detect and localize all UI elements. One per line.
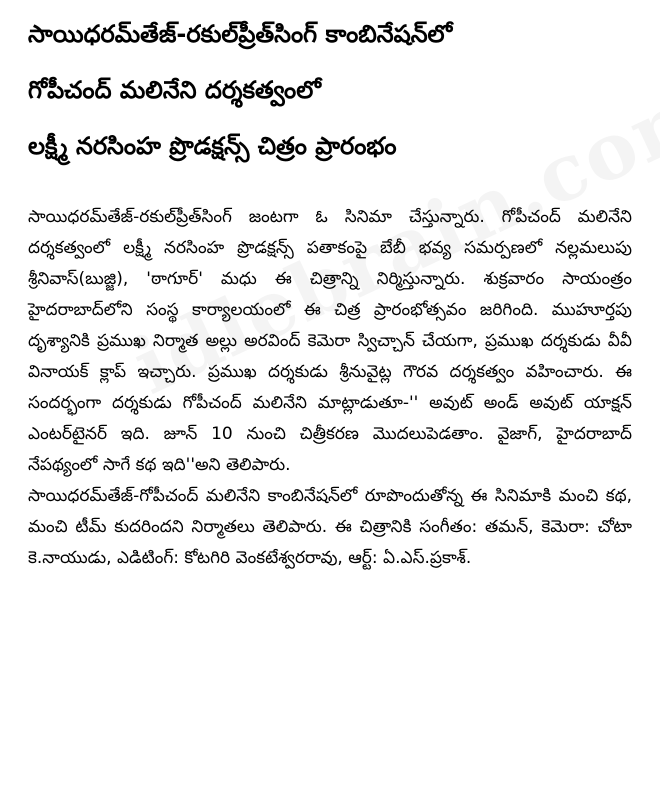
headline-line-1: సాయిధరమ్‌తేజ్‌-రకుల్‌ప్రీత్‌సింగ్‌ కాంబినేషన్‌లో	[28, 20, 453, 48]
headline-line-2: గోపీచంద్‌ మలినేని దర్శకత్వంలో	[28, 76, 321, 104]
article-body	[28, 202, 632, 574]
article-paragraph-1: సాయిధరమ్‌తేజ్‌-రకుల్‌ప్రీత్‌సింగ్‌ జంటగా ఓ సినిమా చేస్తున్నారు. గోపీచంద్‌ మలినేని దర్శకత్వంలో లక్ష్మీ నరసింహ ప్రొడక్షన్స్‌ పతాకంపై బేబీ భవ్య సమర్పణలో నల్లమలుపు శ్రీనివాస్‌(బుజ్జి), 'ఠాగూర్‌' మధు ఈ చిత్రాన్ని నిర్మిస్తున్నారు. శుక్రవారం సాయంత్రం హైదరాబాద్‌లోని సంస్థ కార్యాలయంలో ఈ చిత్ర ప్రారంభోత్సవం జరిగింది. ముహూర్తపు దృశ్యానికి ప్రముఖ నిర్మాత అల్లు అరవింద్‌ కెమెరా స్విచ్చాన్‌ చేయగా, ప్రముఖ దర్శకుడు వీవీ వినాయక్‌ క్లాప్‌ ఇచ్చారు. ప్రముఖ దర్శకుడు శ్రీనువైట్ల గౌరవ దర్శకత్వం వహించారు. ఈ సందర్భంగా దర్శకుడు గోపీచంద్‌ మలినేని మాట్లాడుతూ-'' అవుట్‌ అండ్‌ అవుట్‌ యాక్షన్‌ ఎంటర్‌టైనర్‌ ఇది. జూన్‌ 10 నుంచి చిత్రీకరణ మొదలుపెడతాం. వైజాగ్‌, హైదరాబాద్‌ నేపథ్యంలో సాగే కథ ఇది''అని తెలిపారు.	[28, 207, 632, 475]
headline-line-3: లక్ష్మీ నరసింహ ప్రొడక్షన్స్‌ చిత్రం ప్రారంభం	[28, 132, 397, 160]
article-paragraph-2: సాయిధరమ్‌తేజ్‌-గోపీచంద్‌ మలినేని కాంబినేషన్‌లో రూపొందుతోన్న ఈ సినిమాకి మంచి కథ, మంచి టీమ్‌ కుదరిందని నిర్మాతలు తెలిపారు. ఈ చిత్రానికి సంగీతం: తమన్‌, కెమెరా: చోటా కె.నాయుడు, ఎడిటింగ్‌: కోటగిరి వెంకటేశ్వరరావు, ఆర్ట్‌: ఏ.ఎస్‌.ప్రకాశ్‌.	[28, 486, 632, 568]
headline	[28, 6, 632, 174]
